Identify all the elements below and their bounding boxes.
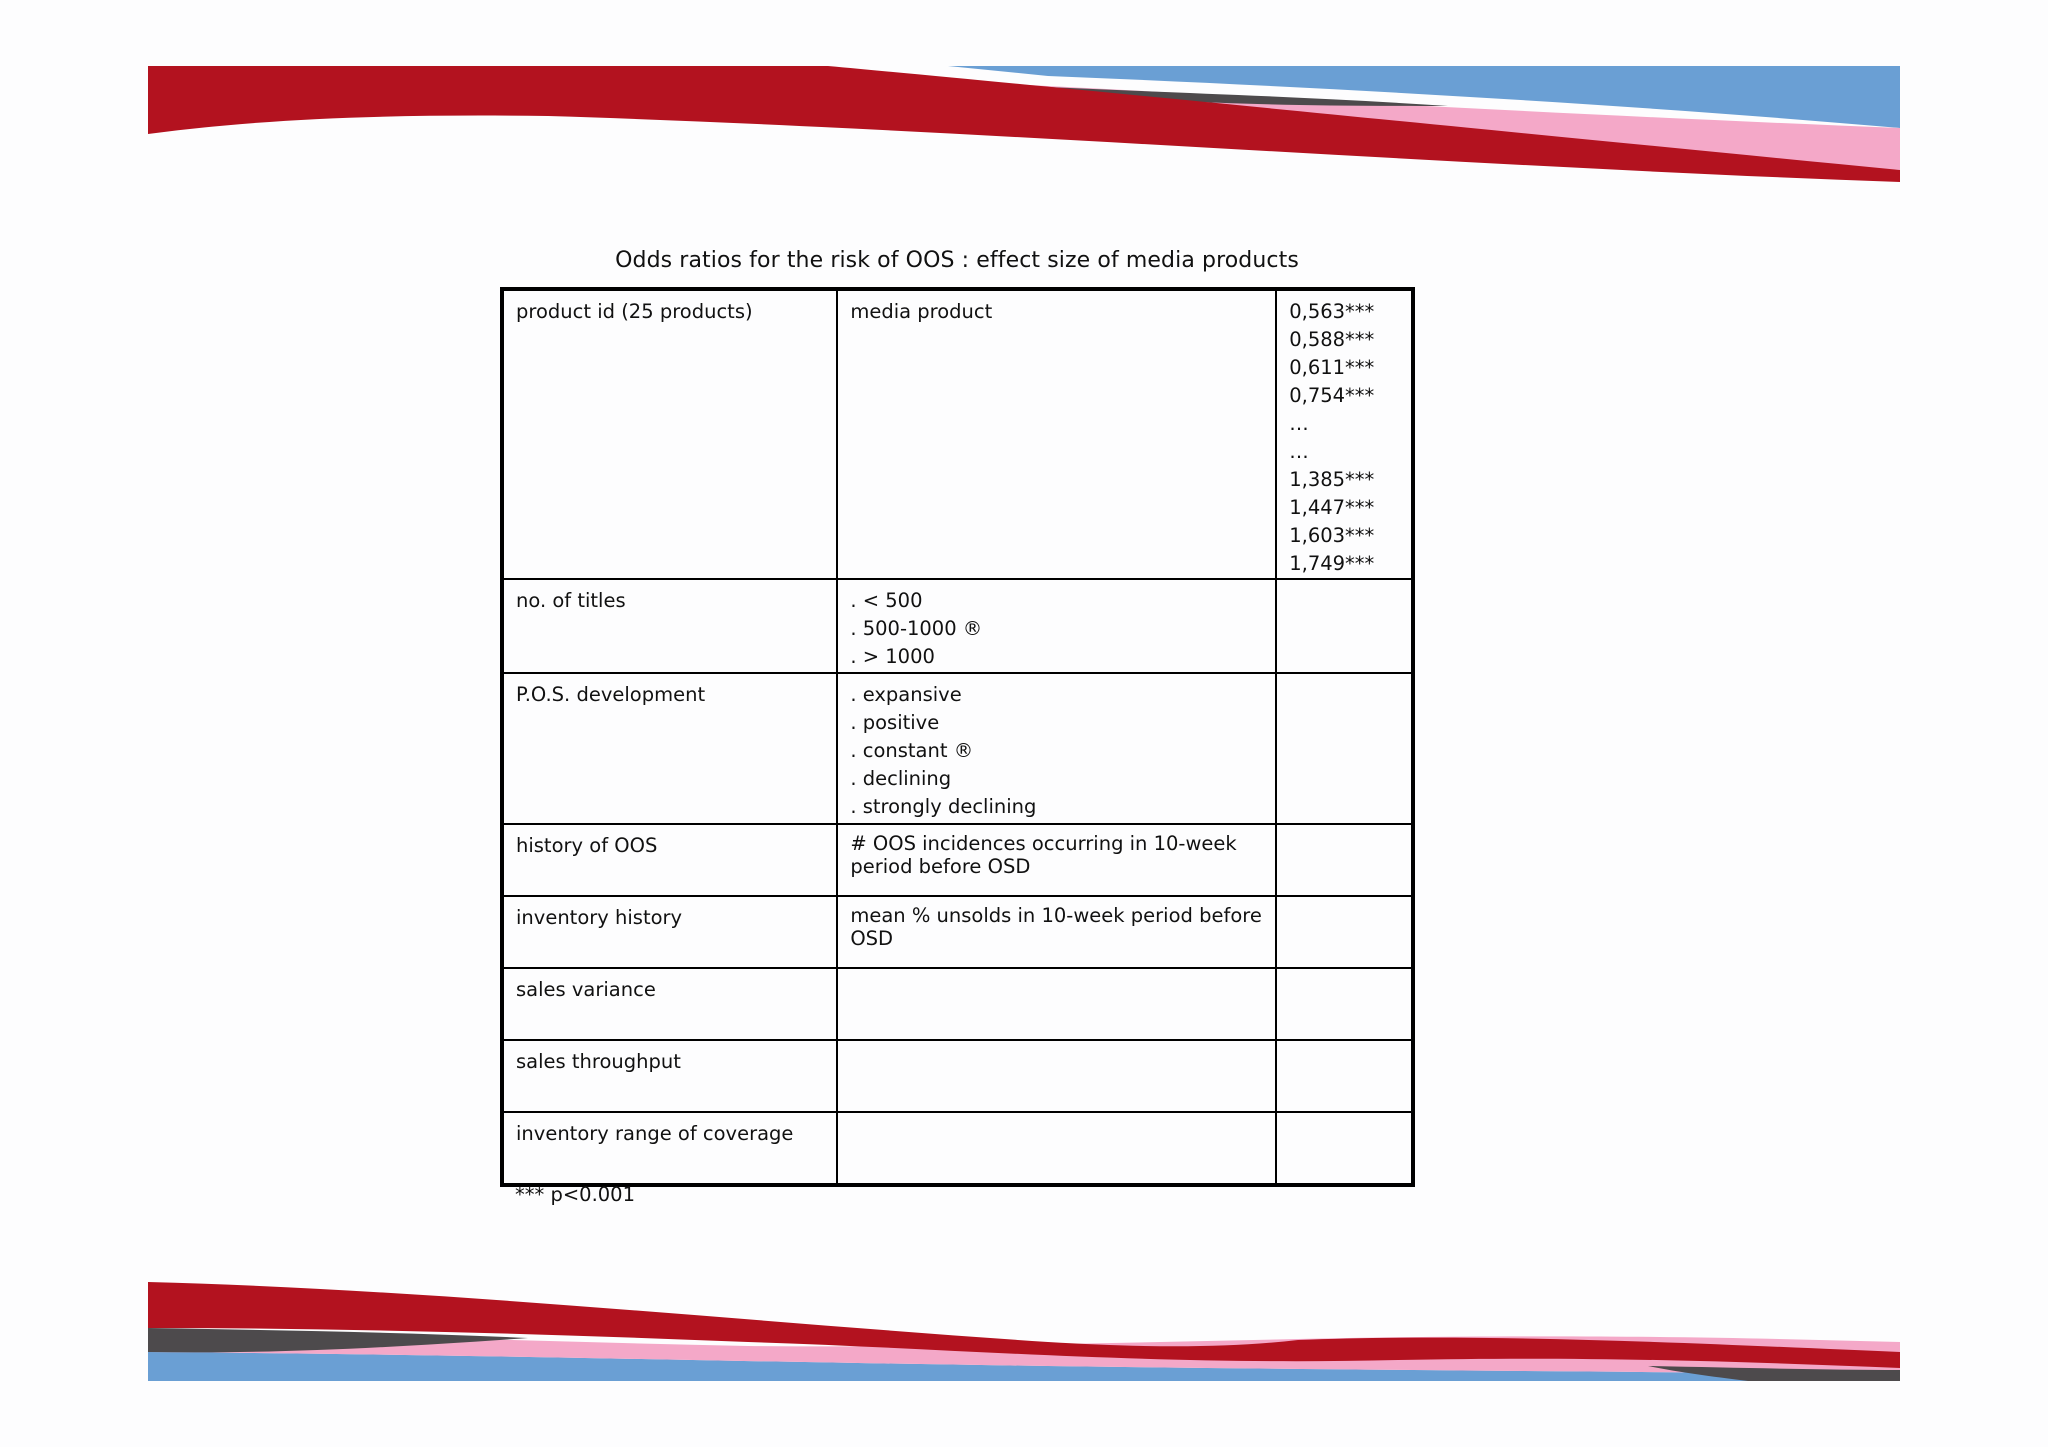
row-label: inventory range of coverage <box>502 1112 837 1185</box>
category-item: . positive <box>850 711 940 734</box>
category-item: . > 1000 <box>850 645 935 668</box>
odds-value: 1,447*** <box>1289 496 1375 519</box>
row-description: media product <box>837 289 1276 579</box>
table-row <box>502 968 1413 1040</box>
category-item: . 500-1000 ® <box>850 617 983 640</box>
table-title: Odds ratios for the risk of OOS : effect size of media products <box>615 248 1299 273</box>
category-item: . strongly declining <box>850 795 1037 818</box>
row-description: # OOS incidences occurring in 10-week period before OSD <box>850 832 1237 878</box>
row-label: sales throughput <box>502 1040 837 1112</box>
table-row <box>502 1112 1413 1185</box>
row-label: no. of titles <box>502 579 837 673</box>
bottom-banner-decoration <box>148 1282 1900 1381</box>
row-description: mean % unsolds in 10-week period before OSD <box>850 904 1262 950</box>
category-item: . declining <box>850 767 952 790</box>
row-label: inventory history <box>502 896 837 968</box>
odds-values-cell <box>1276 1040 1413 1112</box>
odds-value: 0,754*** <box>1289 384 1375 407</box>
row-category-list <box>837 673 1276 824</box>
table-row <box>502 896 1413 968</box>
odds-values-cell <box>1276 968 1413 1040</box>
row-label: P.O.S. development <box>502 673 837 824</box>
odds-value: 1,385*** <box>1289 468 1375 491</box>
table-row <box>502 1040 1413 1112</box>
odds-value: … <box>1289 440 1309 463</box>
odds-value: 0,588*** <box>1289 328 1375 351</box>
row-label: history of OOS <box>502 824 837 896</box>
odds-value: 1,749*** <box>1289 552 1375 575</box>
odds-values-cell <box>1276 673 1413 824</box>
odds-values-cell <box>1276 289 1413 579</box>
odds-value: 0,563*** <box>1289 300 1375 323</box>
odds-values-cell <box>1276 1112 1413 1185</box>
category-item: . < 500 <box>850 589 923 612</box>
odds-value: … <box>1289 412 1309 435</box>
table-row <box>502 824 1413 896</box>
odds-values-cell <box>1276 824 1413 896</box>
row-label: sales variance <box>502 968 837 1040</box>
row-description <box>837 1112 1276 1185</box>
odds-ratio-table <box>500 287 1415 1187</box>
row-label: product id (25 products) <box>502 289 837 579</box>
category-item: . constant ® <box>850 739 974 762</box>
row-category-list <box>837 579 1276 673</box>
odds-values-cell <box>1276 896 1413 968</box>
row-description <box>837 1040 1276 1112</box>
table-row <box>502 673 1413 824</box>
odds-value: 1,603*** <box>1289 524 1375 547</box>
table-row <box>502 579 1413 673</box>
category-item: . expansive <box>850 683 962 706</box>
table-row <box>502 289 1413 579</box>
odds-values-cell <box>1276 579 1413 673</box>
row-description <box>837 968 1276 1040</box>
top-banner-decoration <box>148 66 1900 182</box>
odds-value: 0,611*** <box>1289 356 1375 379</box>
significance-footnote: *** p<0.001 <box>515 1183 635 1206</box>
row-description-cell <box>837 896 1276 968</box>
row-description-cell <box>837 824 1276 896</box>
